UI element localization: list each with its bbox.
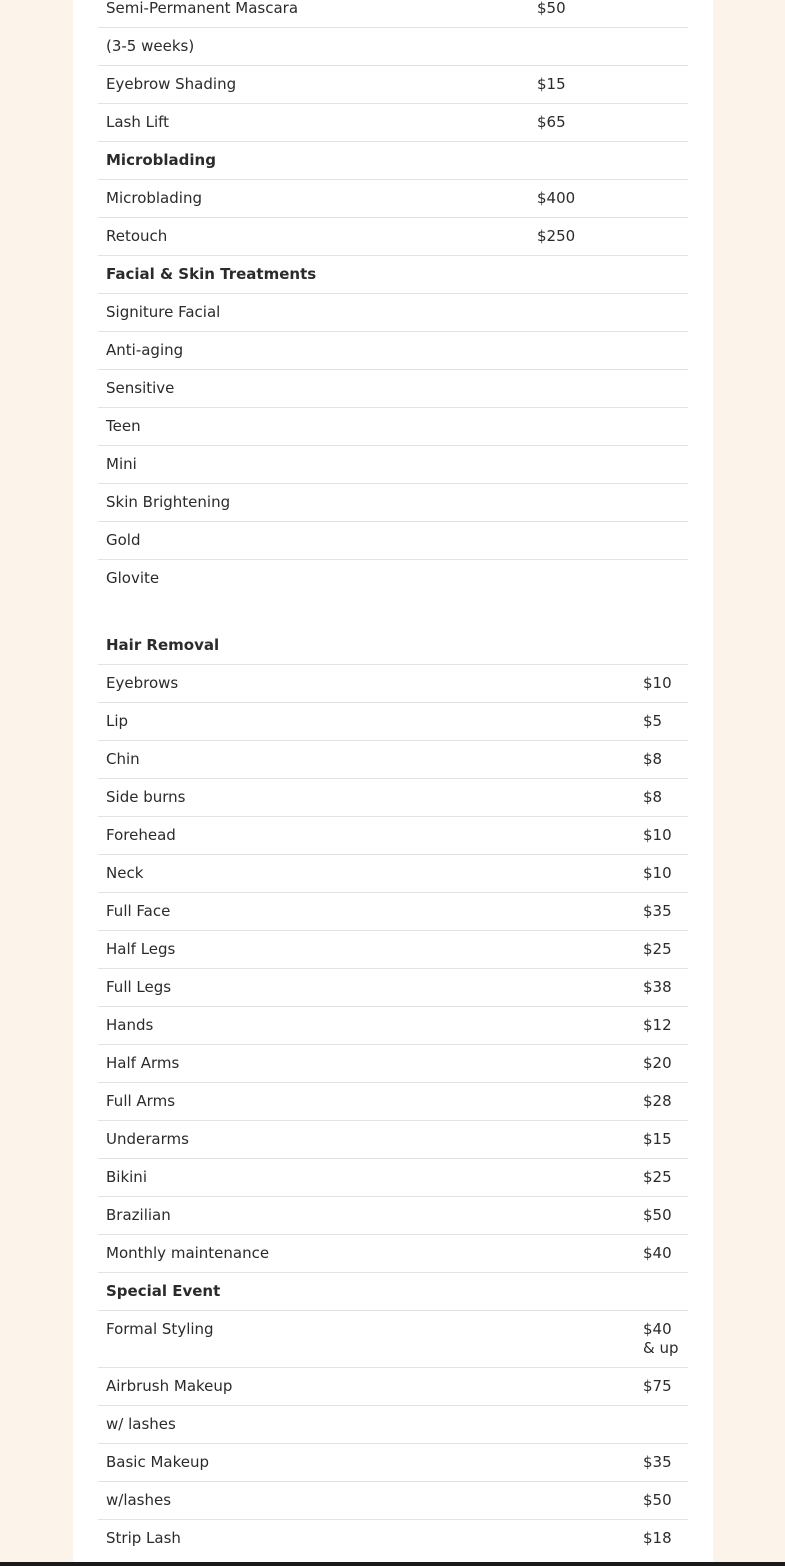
service-row (98, 703, 688, 741)
service-name: Bikini (98, 1159, 635, 1197)
service-price: $50 (529, 0, 688, 28)
service-price (529, 446, 688, 484)
service-row (98, 855, 688, 893)
service-price: $40 & up (635, 1311, 688, 1368)
section-header-row (98, 1273, 688, 1311)
section-header-row (98, 627, 688, 665)
service-row (98, 446, 688, 484)
service-price (529, 294, 688, 332)
window-bottom-edge (0, 1562, 785, 1566)
service-price: $10 (635, 817, 688, 855)
service-price: $35 (635, 1444, 688, 1482)
service-price: $50 (635, 1197, 688, 1235)
service-row (98, 665, 688, 703)
service-price: $25 (635, 1159, 688, 1197)
service-row (98, 560, 688, 598)
service-row (98, 741, 688, 779)
service-name: Half Arms (98, 1045, 635, 1083)
service-name: Gold (98, 522, 529, 560)
service-name: Teen (98, 408, 529, 446)
service-row (98, 484, 688, 522)
service-price (529, 142, 688, 180)
service-name: Airbrush Makeup (98, 1368, 635, 1406)
service-price: $20 (635, 1045, 688, 1083)
service-name: Hands (98, 1007, 635, 1045)
service-name: Side burns (98, 779, 635, 817)
service-price: $10 (635, 855, 688, 893)
service-price: $50 (635, 1482, 688, 1520)
service-name: Full Legs (98, 969, 635, 1007)
service-name: Retouch (98, 218, 529, 256)
service-row (98, 1482, 688, 1520)
service-row (98, 180, 688, 218)
service-name: Chin (98, 741, 635, 779)
service-row (98, 779, 688, 817)
section-title: Special Event (98, 1273, 635, 1311)
service-price (529, 332, 688, 370)
service-name: Half Legs (98, 931, 635, 969)
service-price: $15 (635, 1121, 688, 1159)
service-row (98, 969, 688, 1007)
service-price (529, 560, 688, 598)
service-price (529, 408, 688, 446)
service-name: Sensitive (98, 370, 529, 408)
service-price: $28 (635, 1083, 688, 1121)
service-row (98, 1121, 688, 1159)
service-price: $400 (529, 180, 688, 218)
service-row (98, 332, 688, 370)
service-name: w/ lashes (98, 1406, 635, 1444)
service-price: $10 (635, 665, 688, 703)
service-name: Mini (98, 446, 529, 484)
service-row (98, 931, 688, 969)
service-name: Anti-aging (98, 332, 529, 370)
service-name: Lip (98, 703, 635, 741)
service-price (529, 256, 688, 294)
service-price: $8 (635, 779, 688, 817)
service-row (98, 1083, 688, 1121)
service-price (529, 28, 688, 66)
section-title: Hair Removal (98, 627, 635, 665)
service-row (98, 1406, 688, 1444)
service-name: Microblading (98, 180, 529, 218)
service-name: Monthly maintenance (98, 1235, 635, 1273)
price-list-panel (73, 0, 713, 1566)
service-row (98, 893, 688, 931)
service-name: Semi-Permanent Mascara (98, 0, 529, 28)
service-row (98, 1520, 688, 1558)
service-row (98, 0, 688, 28)
service-row (98, 294, 688, 332)
service-name: Basic Makeup (98, 1444, 635, 1482)
service-row (98, 817, 688, 855)
service-price (635, 1406, 688, 1444)
service-row (98, 1235, 688, 1273)
service-price (529, 370, 688, 408)
service-name: Full Face (98, 893, 635, 931)
price-table-upper-body (98, 0, 688, 597)
service-row (98, 408, 688, 446)
section-header-row (98, 256, 688, 294)
service-name: Full Arms (98, 1083, 635, 1121)
service-row (98, 522, 688, 560)
service-row (98, 1007, 688, 1045)
service-row (98, 1197, 688, 1235)
price-table-lower (98, 627, 688, 1557)
service-name: (3-5 weeks) (98, 28, 529, 66)
service-row (98, 1444, 688, 1482)
service-name: Formal Styling (98, 1311, 635, 1368)
service-price: $35 (635, 893, 688, 931)
section-header-row (98, 142, 688, 180)
service-price: $75 (635, 1368, 688, 1406)
service-price: $12 (635, 1007, 688, 1045)
service-row (98, 370, 688, 408)
service-row (98, 1311, 688, 1368)
service-price: $5 (635, 703, 688, 741)
service-row (98, 1159, 688, 1197)
service-row (98, 1368, 688, 1406)
service-name: Underarms (98, 1121, 635, 1159)
service-price: $38 (635, 969, 688, 1007)
service-price (529, 522, 688, 560)
service-price: $15 (529, 66, 688, 104)
service-name: Glovite (106, 569, 160, 587)
section-title: Microblading (98, 142, 529, 180)
price-table-upper (98, 0, 688, 597)
service-name: w/lashes (98, 1482, 635, 1520)
service-row (98, 104, 688, 142)
service-row (98, 28, 688, 66)
service-row (98, 218, 688, 256)
service-name: Signiture Facial (98, 294, 529, 332)
service-name: Forehead (98, 817, 635, 855)
service-name: Neck (98, 855, 635, 893)
service-price (635, 627, 688, 665)
service-name: Brazilian (98, 1197, 635, 1235)
service-price: $65 (529, 104, 688, 142)
service-price: $8 (635, 741, 688, 779)
service-name: Lash Lift (98, 104, 529, 142)
service-name: Skin Brightening (98, 484, 529, 522)
service-name: Strip Lash (106, 1529, 181, 1547)
service-price (635, 1273, 688, 1311)
section-title: Facial & Skin Treatments (98, 256, 529, 294)
service-row (98, 66, 688, 104)
price-table-lower-body (98, 627, 688, 1557)
service-price: $40 (635, 1235, 688, 1273)
service-name: Eyebrows (98, 665, 635, 703)
service-price: $250 (529, 218, 688, 256)
service-price: $18 (643, 1529, 672, 1547)
service-row (98, 1045, 688, 1083)
service-price (529, 484, 688, 522)
service-price: $25 (635, 931, 688, 969)
service-name: Eyebrow Shading (98, 66, 529, 104)
